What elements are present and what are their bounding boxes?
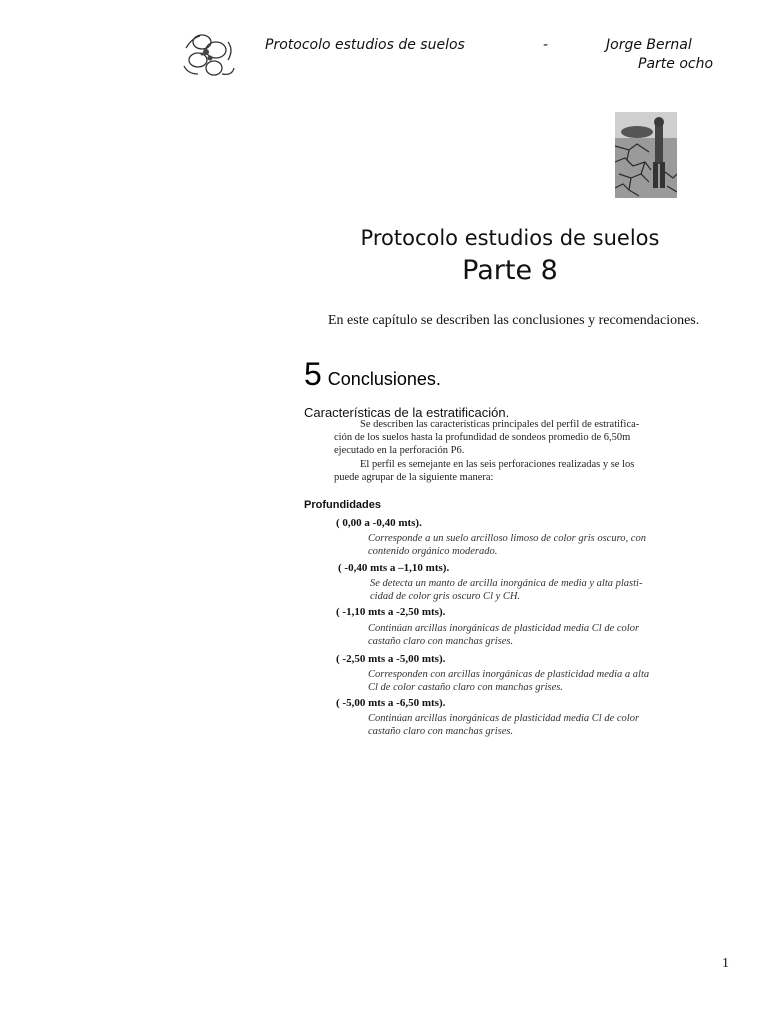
intro-paragraph: En este capítulo se describen las conclusiones y recomendaciones. [328, 313, 700, 328]
page-title-line1: Protocolo estudios de suelos [360, 226, 660, 250]
depth-description: Corresponden con arcillas inorgánicas de plasticidad media a alta [368, 669, 650, 680]
depth-range: ( -2,50 mts a -5,00 mts). [336, 653, 446, 665]
depth-description: Corresponde a un suelo arcilloso limoso de color gris oscuro, con [368, 533, 646, 544]
depth-description: cidad de color gris oscuro Cl y CH. [370, 591, 521, 602]
page-title-line2: Parte 8 [462, 255, 558, 286]
depth-description: Continúan arcillas inorgánicas de plasticidad media Cl de color [368, 713, 640, 724]
depth-description: castaño claro con manchas grises. [368, 726, 514, 737]
header-doc-title: Protocolo estudios de suelos [265, 37, 465, 53]
strat-line: El perfil es semejante en las seis perforaciones realizadas y se los [360, 459, 635, 470]
depth-range: ( -5,00 mts a -6,50 mts). [336, 697, 446, 709]
depth-description: Continúan arcillas inorgánicas de plasticidad media Cl de color [368, 623, 640, 634]
strat-line: ción de los suelos hasta la profundidad de sondeos promedio de 6,50m [334, 432, 631, 443]
strat-line: Se describen las características principales del perfil de estratifica- [360, 419, 640, 430]
depth-description: Cl de color castaño claro con manchas grises. [368, 682, 564, 693]
depth-range: ( -1,10 mts a -2,50 mts). [336, 606, 446, 618]
page-number: 1 [722, 956, 729, 971]
strat-heading: Características de la estratificación. [304, 405, 510, 420]
depth-range: ( 0,00 a -0,40 mts). [336, 517, 422, 529]
header-logo-icon [178, 28, 240, 80]
cracked-soil-photo [615, 112, 677, 198]
depth-description: castaño claro con manchas grises. [368, 636, 514, 647]
depth-description: Se detecta un manto de arcilla inorgánica de media y alta plasti- [370, 578, 643, 589]
header-part: Parte ocho [638, 56, 714, 72]
section-heading [304, 356, 441, 393]
header-author: Jorge Bernal [606, 37, 692, 53]
depth-range: ( -0,40 mts a –1,10 mts). [338, 562, 450, 574]
depths-heading: Profundidades [304, 499, 382, 511]
strat-line: puede agrupar de la siguiente manera: [334, 472, 494, 483]
section-number: 5 [304, 356, 322, 392]
header-separator: - [543, 37, 549, 53]
strat-line: ejecutado en la perforación P6. [334, 445, 465, 456]
depth-description: contenido orgánico moderado. [368, 546, 498, 557]
section-label: Conclusiones. [327, 369, 441, 389]
